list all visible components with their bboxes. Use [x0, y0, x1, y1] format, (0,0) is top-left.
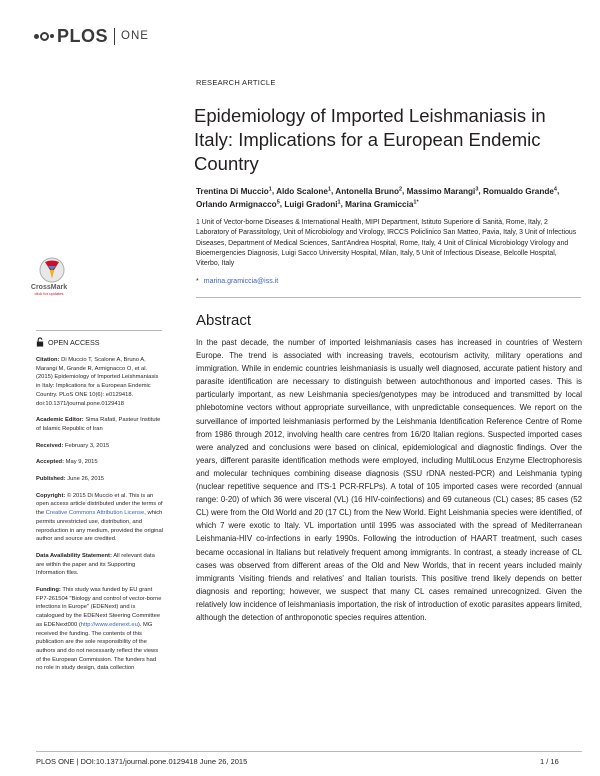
abstract-body: In the past decade, the number of imported leishmaniasis cases has increased in countries of Western Europe. The trend is associated with increasing travels, ecotourism activity, military operations and immigration. While in endemic countries leishmaniasis is usually well diagnosed, accurate patient history and parasite identification are necessary to distinguish between autochthonous and imported cases. This is particularly important, as new Leishmania species/genotypes may be introduced and transmitted by local phlebotomine vectors without appropriate surveillance, with unpredictable consequences. We report on the surveillance of imported leishmaniasis performed by the Leishmania Identification Reference Centre of Rome from 1986 through 2012, involving health care centres from 16/20 Italian regions. Suspected imported cases were analyzed and conclusions were based on clinical, epidemiological and diagnostic findings. Over the years, different parasite identification methods were employed, including MultiLocus Enzyme Electrophoresis and molecular techniques combining disease diagnosis (SSU rDNA nested-PCR) and Leishmania typing (nuclear repetitive sequence and ITS-1 PCR-RFLPs). A total of 105 imported cases were recorded (annual range: 0-20) of which 36 were visceral (VL) (16 HIV-coinfections) and 69 cutaneous (CL) cases; 85 cases (52 CL) were from the Old World and 20 (17 CL) from the New World. Eight Leishmania species were identified, of which 7 were exotic to Italy. VL importation until 1995 was associated with the spread of Mediterranean Leishmania-HIV co-infections in early 1990s. Following the introduction of HAART treatment, such cases became occasional in Italians but relatively frequent among immigrants. In contrast, a steady increase of CL cases was observed from different areas of the Old and New Worlds, that in recent years included mainly immigrants 'visiting friends and relatives' and Italian tourists. This positive trend likely depends on better diagnosis and reporting; however, we suspect that many CL cases remained unrecognized. Given the relatively low incidence of leishmaniasis importation, the risk of introduction of exotic parasites appears limited, although the detection of anthroponotic species requires attention.: [196, 338, 582, 622]
license-link[interactable]: Creative Commons Attribution License: [45, 510, 145, 517]
email-marker: *: [196, 278, 199, 285]
accepted-date: Accepted: May 9, 2015: [36, 459, 98, 466]
logo-divider: [114, 28, 115, 45]
crossmark-icon: [39, 257, 65, 283]
data-availability: Data Availability Statement: All relevant data are within the paper and its Supporting Information files.: [36, 552, 155, 577]
sidebar-metadata: [36, 356, 164, 681]
plos-logo-icon: [34, 32, 54, 41]
author[interactable]: Luigi Gradoni$^1$: [284, 199, 341, 209]
abstract-heading: Abstract: [196, 312, 252, 329]
author[interactable]: Orlando Armignacco$^5$: [196, 199, 280, 209]
open-access-label: OPEN ACCESS: [48, 337, 100, 347]
article-title: Epidemiology of Imported Leishmaniasis in Italy: Implications for a European Endemic Country: [194, 105, 546, 174]
open-access-row: [36, 337, 100, 347]
crossmark-sub: click for updates: [34, 291, 64, 296]
received-date: Received: February 3, 2015: [36, 442, 110, 449]
author[interactable]: Trentina Di Muccio$^1$: [196, 186, 272, 196]
published-date: Published: June 26, 2015: [36, 476, 105, 483]
article-type: RESEARCH ARTICLE: [196, 78, 276, 87]
author-list: Trentina Di Muccio$^1$, Aldo Scalone$^1$, Antonella Bruno$^2$, Massimo Marangi$^3$, Romualdo Grande$^4$, Orlando Armignacco$^5$, Luigi Gradoni$^1$, Marina Gramiccia$^{1*}$: [196, 186, 560, 209]
logo-text: PLOS: [57, 25, 109, 46]
page-number: 1 / 16: [540, 757, 559, 766]
author[interactable]: Marina Gramiccia$^{1*}$: [345, 199, 419, 209]
academic-editor: Academic Editor: Sima Rafati, Pasteur Institute of Islamic Republic of Iran: [36, 417, 161, 432]
crossmark-badge[interactable]: [30, 257, 68, 296]
header-divider: [196, 297, 581, 298]
author[interactable]: Aldo Scalone$^1$: [276, 186, 332, 196]
footer-citation: PLOS ONE | DOI:10.1371/journal.pone.0129418 June 26, 2015: [36, 757, 248, 766]
email-link[interactable]: marina.gramiccia@iss.it: [203, 278, 279, 285]
affiliations: [196, 218, 581, 269]
funding: Funding: This study was funded by EU grant FP7-261504 "Biology and control of vector-borne infections in Europe" (EDENext) and is catalogued by the EDENext Steering Committee as EDENext000 (http://www.edenext.eu). MG received the funding. The contents of this publication are the sole responsibility of the authors and do not necessarily reflect the views of the European Commission. The funders had no role in study design, data collection: [36, 587, 162, 672]
author[interactable]: Romualdo Grande$^4$: [482, 186, 557, 196]
corresponding-email: [196, 278, 278, 285]
logo-sub: ONE: [121, 30, 149, 42]
open-lock-icon: [36, 337, 44, 347]
citation: Citation: Di Muccio T, Scalone A, Bruno A, Marangi M, Grande R, Armignacco O, et al. (2015) Epidemiology of Imported Leishmaniasis in Italy: Implications for a European Endemic Country. PLoS ONE 10(6): e0129418. doi:10.1371/journal.pone.0129418: [36, 357, 159, 407]
funding-link[interactable]: http://www.edenext.eu: [80, 621, 138, 628]
affiliation-text: 1 Unit of Vector-borne Diseases & International Health, MIPI Department, Istituto Superiore di Sanità, Rome, Italy, 2 Laboratory of Parassitology, Unit of Microbiology and Virology, IRCCS Policlinico San Matteo, Pavia, Italy, 3 Unit of Infectious Diseases, Department of Medical Sciences, Sant'Andrea Hospital, Rome, Italy, 4 Unit of Clinical Microbiology Virology and Bioemergencies Diagnosis, Luigi Sacco University Hospital, Milan, Italy, 5 Unit of Infectious Disease, Belcolle Hospital, Viterbo, Italy: [196, 219, 577, 268]
footer-divider: [36, 751, 582, 752]
sidebar-divider: [36, 330, 162, 331]
crossmark-label: CrossMark: [30, 284, 68, 291]
author[interactable]: Massimo Marangi$^3$: [406, 186, 479, 196]
copyright: Copyright: © 2015 Di Muccio et al. This is an open access article distributed under the terms of the Creative Commons Attribution License, which permits unrestricted use, distribution, and reproduction in any medium, provided the original author and source are credited.: [36, 492, 163, 543]
author[interactable]: Antonella Bruno$^2$: [335, 186, 403, 196]
plos-one-logo[interactable]: [34, 25, 149, 47]
